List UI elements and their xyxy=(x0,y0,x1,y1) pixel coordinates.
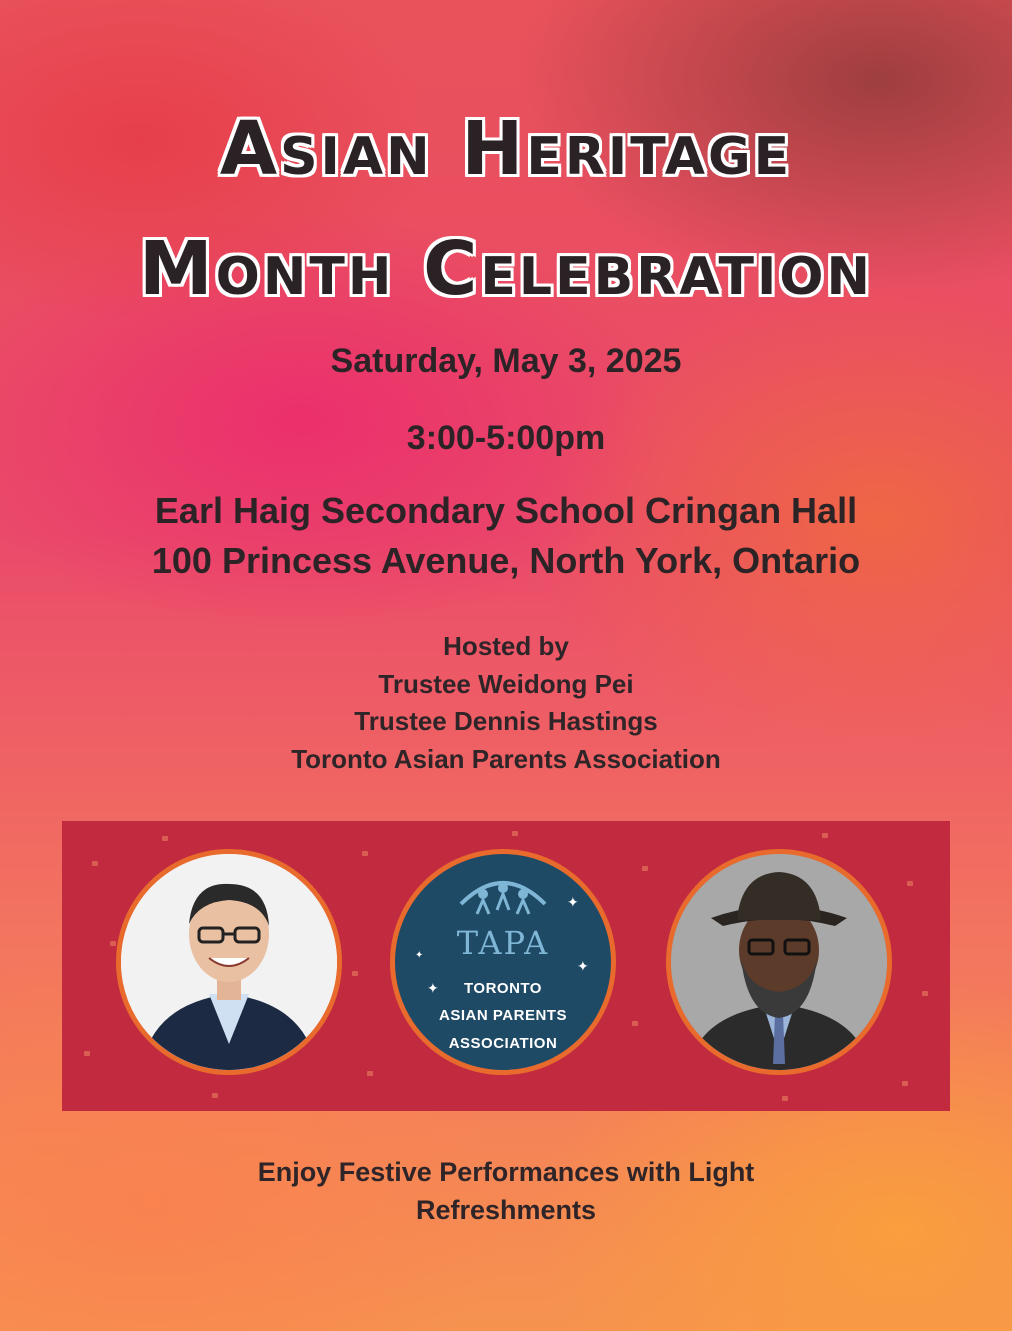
tapa-logo xyxy=(390,849,616,1075)
footer-line-1: Enjoy Festive Performances with Light xyxy=(257,1157,755,1187)
host-item: Trustee Weidong Pei xyxy=(378,668,634,699)
tapa-line-3: ASSOCIATION xyxy=(448,1035,558,1052)
portrait-trustee-hastings xyxy=(666,849,892,1075)
footer-note xyxy=(0,1153,1012,1229)
sparkle-icon: ✦ xyxy=(577,958,589,974)
sparkle-icon: ✦ xyxy=(567,894,579,910)
host-banner xyxy=(62,821,950,1111)
hosts-heading: Hosted by xyxy=(443,631,569,661)
host-item: Toronto Asian Parents Association xyxy=(291,743,721,774)
person-portrait-icon xyxy=(121,854,337,1070)
person-portrait-icon xyxy=(671,854,887,1070)
family-arc-icon xyxy=(453,870,553,920)
portrait-trustee-pei xyxy=(116,849,342,1075)
footer-line-2: Refreshments xyxy=(415,1195,597,1225)
tapa-line-1: TORONTO xyxy=(464,980,542,997)
event-date: Saturday, May 3, 2025 xyxy=(330,342,682,380)
title-line-1: Asian Heritage xyxy=(219,106,793,192)
hosts-section xyxy=(0,628,1012,778)
event-time: 3:00-5:00pm xyxy=(406,419,606,457)
sparkle-icon: ✦ xyxy=(415,950,424,961)
event-address: 100 Princess Avenue, North York, Ontario xyxy=(151,540,861,581)
tapa-line-2: ASIAN PARENTS xyxy=(439,1007,567,1024)
title-line-2: Month Celebration xyxy=(138,226,874,312)
event-venue: Earl Haig Secondary School Cringan Hall xyxy=(154,490,858,531)
host-item: Trustee Dennis Hastings xyxy=(354,706,658,736)
tapa-name: TAPA xyxy=(456,924,550,962)
sparkle-icon: ✦ xyxy=(427,980,439,996)
